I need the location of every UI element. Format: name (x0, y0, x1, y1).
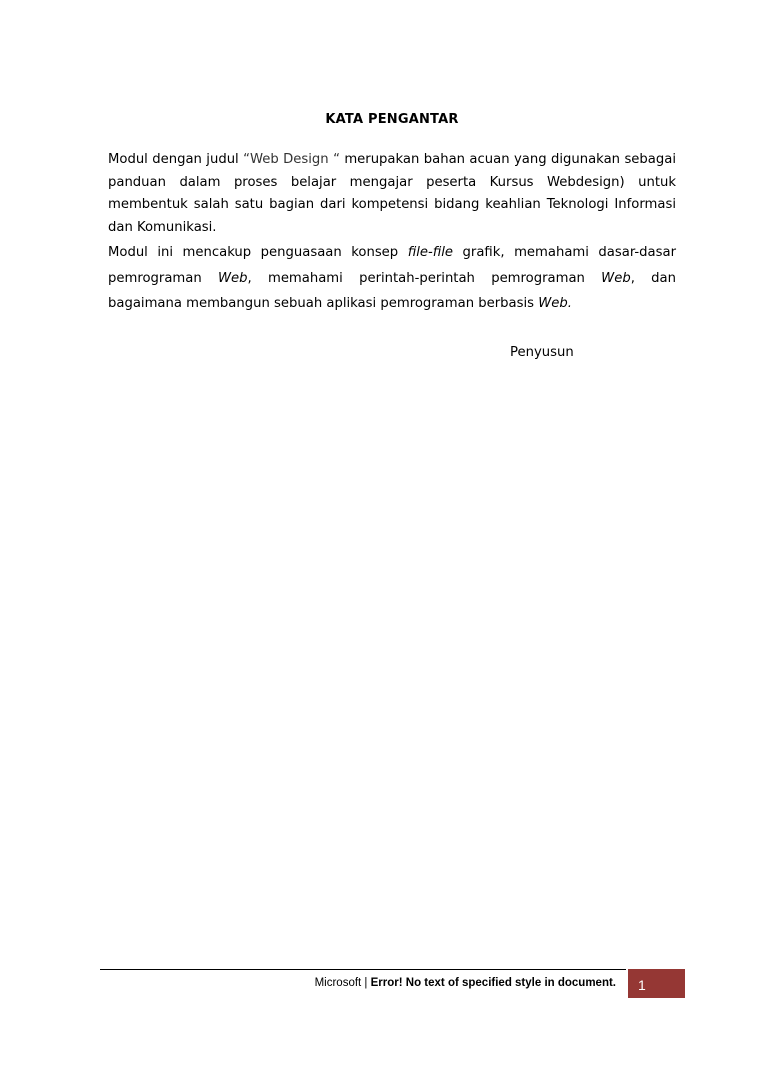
footer-company: Microsoft (314, 977, 362, 989)
paragraph-intro: Modul dengan judul “Web Design “ merupakan bahan acuan yang digunakan sebagai panduan dalam proses belajar mengajar peserta Kursus Webdesign) untuk membentuk salah satu bagian dari kompetensi bidang keahlian Teknologi Informasi dan Komunikasi. (108, 152, 676, 235)
page-number: 1 (638, 977, 646, 993)
signer-label: Penyusun (510, 345, 574, 360)
italic-term: Web. (538, 296, 572, 311)
module-title-quote: “Web Design “ (243, 152, 340, 167)
italic-term: file-file (407, 245, 454, 260)
italic-term: Web (217, 270, 248, 286)
page-number-box (628, 969, 685, 998)
italic-term: Web (601, 270, 631, 286)
footer-text: Microsoft | Error! No text of specified style in document. (314, 977, 616, 989)
footer-divider (100, 969, 626, 970)
paragraph-scope: Modul ini mencakup penguasaan konsep file-file grafik, memahami dasar-dasar pemrograman Web, memahami perintah-perintah pemrograman Web, dan bagaimana membangun sebuah aplikasi pemrograman berbasis Web. (108, 245, 676, 311)
page-title: KATA PENGANTAR (325, 112, 459, 127)
footer-error-text: Error! No text of specified style in document. (370, 977, 616, 989)
